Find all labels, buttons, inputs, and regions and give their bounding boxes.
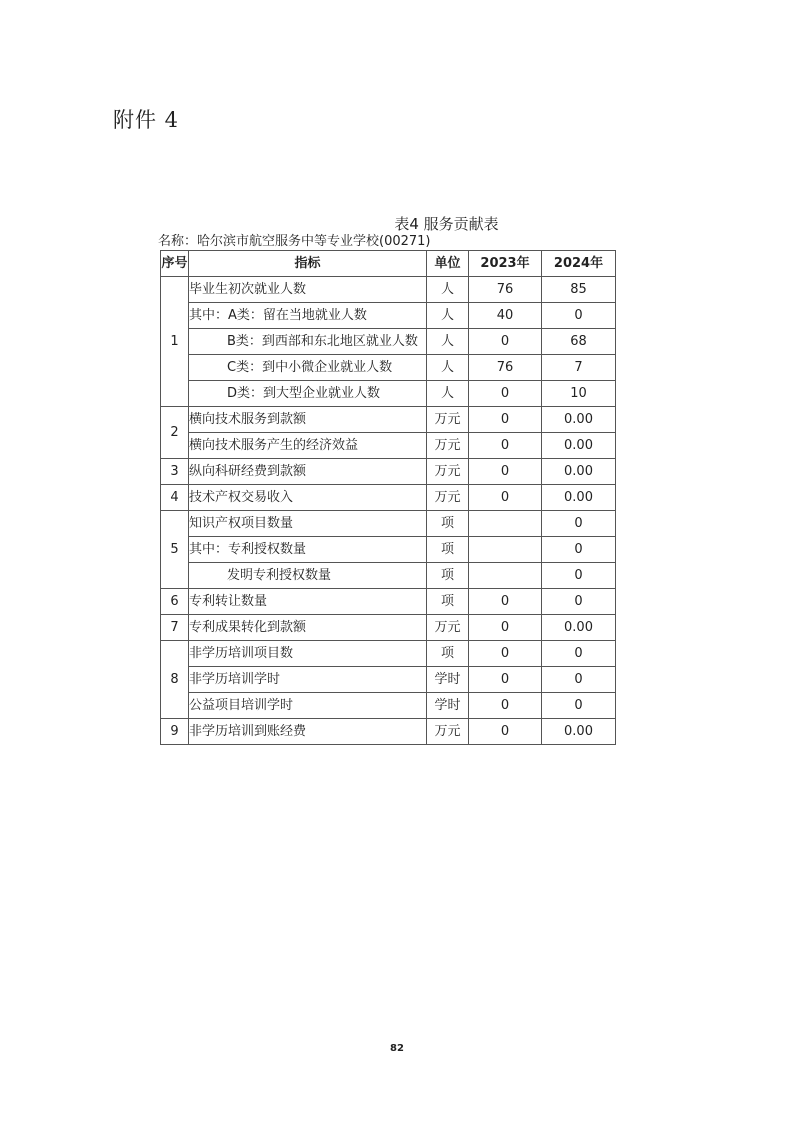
- table-row: [161, 719, 616, 745]
- unit-cell: 学时: [427, 693, 469, 719]
- value-2024-cell: 0: [542, 537, 616, 563]
- table-row: [161, 303, 616, 329]
- value-2023-cell: 76: [469, 277, 542, 303]
- unit-cell: 项: [427, 511, 469, 537]
- value-2024-cell: 85: [542, 277, 616, 303]
- indicator-cell: 其中：A类：留在当地就业人数: [189, 303, 427, 329]
- value-2024-cell: 7: [542, 355, 616, 381]
- value-2023-cell: 0: [469, 381, 542, 407]
- unit-cell: 项: [427, 589, 469, 615]
- value-2024-cell: 0: [542, 589, 616, 615]
- unit-cell: 万元: [427, 615, 469, 641]
- table-row: [161, 511, 616, 537]
- seq-cell: 4: [161, 485, 189, 511]
- seq-cell: 6: [161, 589, 189, 615]
- indicator-cell: 发明专利授权数量: [189, 563, 427, 589]
- value-2024-cell: 0: [542, 303, 616, 329]
- indicator-cell: 专利成果转化到款额: [189, 615, 427, 641]
- indicator-cell: 知识产权项目数量: [189, 511, 427, 537]
- value-2023-cell: 0: [469, 641, 542, 667]
- value-2023-cell: [469, 537, 542, 563]
- unit-cell: 人: [427, 329, 469, 355]
- value-2023-cell: 0: [469, 615, 542, 641]
- seq-cell: 8: [161, 641, 189, 719]
- indicator-cell: 毕业生初次就业人数: [189, 277, 427, 303]
- indicator-cell: 非学历培训项目数: [189, 641, 427, 667]
- indicator-cell: 非学历培训到账经费: [189, 719, 427, 745]
- value-2024-cell: 10: [542, 381, 616, 407]
- value-2023-cell: 0: [469, 459, 542, 485]
- indicator-cell: 横向技术服务产生的经济效益: [189, 433, 427, 459]
- seq-cell: 5: [161, 511, 189, 589]
- value-2024-cell: 0.00: [542, 459, 616, 485]
- table-row: [161, 485, 616, 511]
- indicator-cell: 横向技术服务到款额: [189, 407, 427, 433]
- value-2024-cell: 0.00: [542, 433, 616, 459]
- seq-cell: 9: [161, 719, 189, 745]
- indicator-cell: C类：到中小微企业就业人数: [189, 355, 427, 381]
- indicator-cell: 专利转让数量: [189, 589, 427, 615]
- header-2024: 2024年: [542, 251, 616, 277]
- unit-cell: 人: [427, 303, 469, 329]
- value-2024-cell: 68: [542, 329, 616, 355]
- table-row: [161, 615, 616, 641]
- table-row: [161, 563, 616, 589]
- value-2023-cell: 0: [469, 719, 542, 745]
- table-row: [161, 459, 616, 485]
- value-2024-cell: 0: [542, 641, 616, 667]
- table-row: [161, 381, 616, 407]
- indicator-cell: 其中：专利授权数量: [189, 537, 427, 563]
- value-2024-cell: 0.00: [542, 485, 616, 511]
- table-row: [161, 433, 616, 459]
- table-title: 表4 服务贡献表: [394, 215, 499, 233]
- value-2023-cell: 0: [469, 407, 542, 433]
- value-2024-cell: 0: [542, 693, 616, 719]
- value-2024-cell: 0: [542, 563, 616, 589]
- value-2024-cell: 0: [542, 511, 616, 537]
- table-header-row: [161, 251, 616, 277]
- table-row: [161, 407, 616, 433]
- unit-cell: 万元: [427, 485, 469, 511]
- organization-name: 名称：哈尔滨市航空服务中等专业学校(00271): [158, 234, 431, 249]
- indicator-cell: 纵向科研经费到款额: [189, 459, 427, 485]
- table-row: [161, 355, 616, 381]
- table-row: [161, 329, 616, 355]
- unit-cell: 人: [427, 381, 469, 407]
- table-row: [161, 693, 616, 719]
- seq-cell: 1: [161, 277, 189, 407]
- indicator-cell: B类：到西部和东北地区就业人数: [189, 329, 427, 355]
- value-2023-cell: 40: [469, 303, 542, 329]
- value-2023-cell: 0: [469, 485, 542, 511]
- value-2023-cell: 0: [469, 589, 542, 615]
- unit-cell: 人: [427, 277, 469, 303]
- header-indicator: 指标: [189, 251, 427, 277]
- value-2024-cell: 0: [542, 667, 616, 693]
- service-contribution-table: [160, 250, 616, 745]
- value-2023-cell: 0: [469, 329, 542, 355]
- indicator-cell: 公益项目培训学时: [189, 693, 427, 719]
- header-unit: 单位: [427, 251, 469, 277]
- unit-cell: 万元: [427, 407, 469, 433]
- seq-cell: 2: [161, 407, 189, 459]
- page-number: 82: [390, 1043, 404, 1054]
- indicator-cell: D类：到大型企业就业人数: [189, 381, 427, 407]
- table-row: [161, 537, 616, 563]
- value-2023-cell: 76: [469, 355, 542, 381]
- unit-cell: 学时: [427, 667, 469, 693]
- value-2023-cell: 0: [469, 667, 542, 693]
- value-2023-cell: [469, 511, 542, 537]
- table-row: [161, 589, 616, 615]
- header-2023: 2023年: [469, 251, 542, 277]
- attachment-label: 附件 4: [113, 108, 180, 132]
- indicator-cell: 技术产权交易收入: [189, 485, 427, 511]
- seq-cell: 7: [161, 615, 189, 641]
- value-2023-cell: 0: [469, 693, 542, 719]
- value-2024-cell: 0.00: [542, 719, 616, 745]
- unit-cell: 项: [427, 641, 469, 667]
- header-seq: 序号: [161, 251, 189, 277]
- unit-cell: 万元: [427, 459, 469, 485]
- unit-cell: 万元: [427, 719, 469, 745]
- indicator-cell: 非学历培训学时: [189, 667, 427, 693]
- unit-cell: 项: [427, 563, 469, 589]
- unit-cell: 人: [427, 355, 469, 381]
- value-2023-cell: 0: [469, 433, 542, 459]
- table-row: [161, 667, 616, 693]
- table-row: [161, 277, 616, 303]
- value-2024-cell: 0.00: [542, 615, 616, 641]
- table-row: [161, 641, 616, 667]
- value-2024-cell: 0.00: [542, 407, 616, 433]
- value-2023-cell: [469, 563, 542, 589]
- seq-cell: 3: [161, 459, 189, 485]
- unit-cell: 项: [427, 537, 469, 563]
- unit-cell: 万元: [427, 433, 469, 459]
